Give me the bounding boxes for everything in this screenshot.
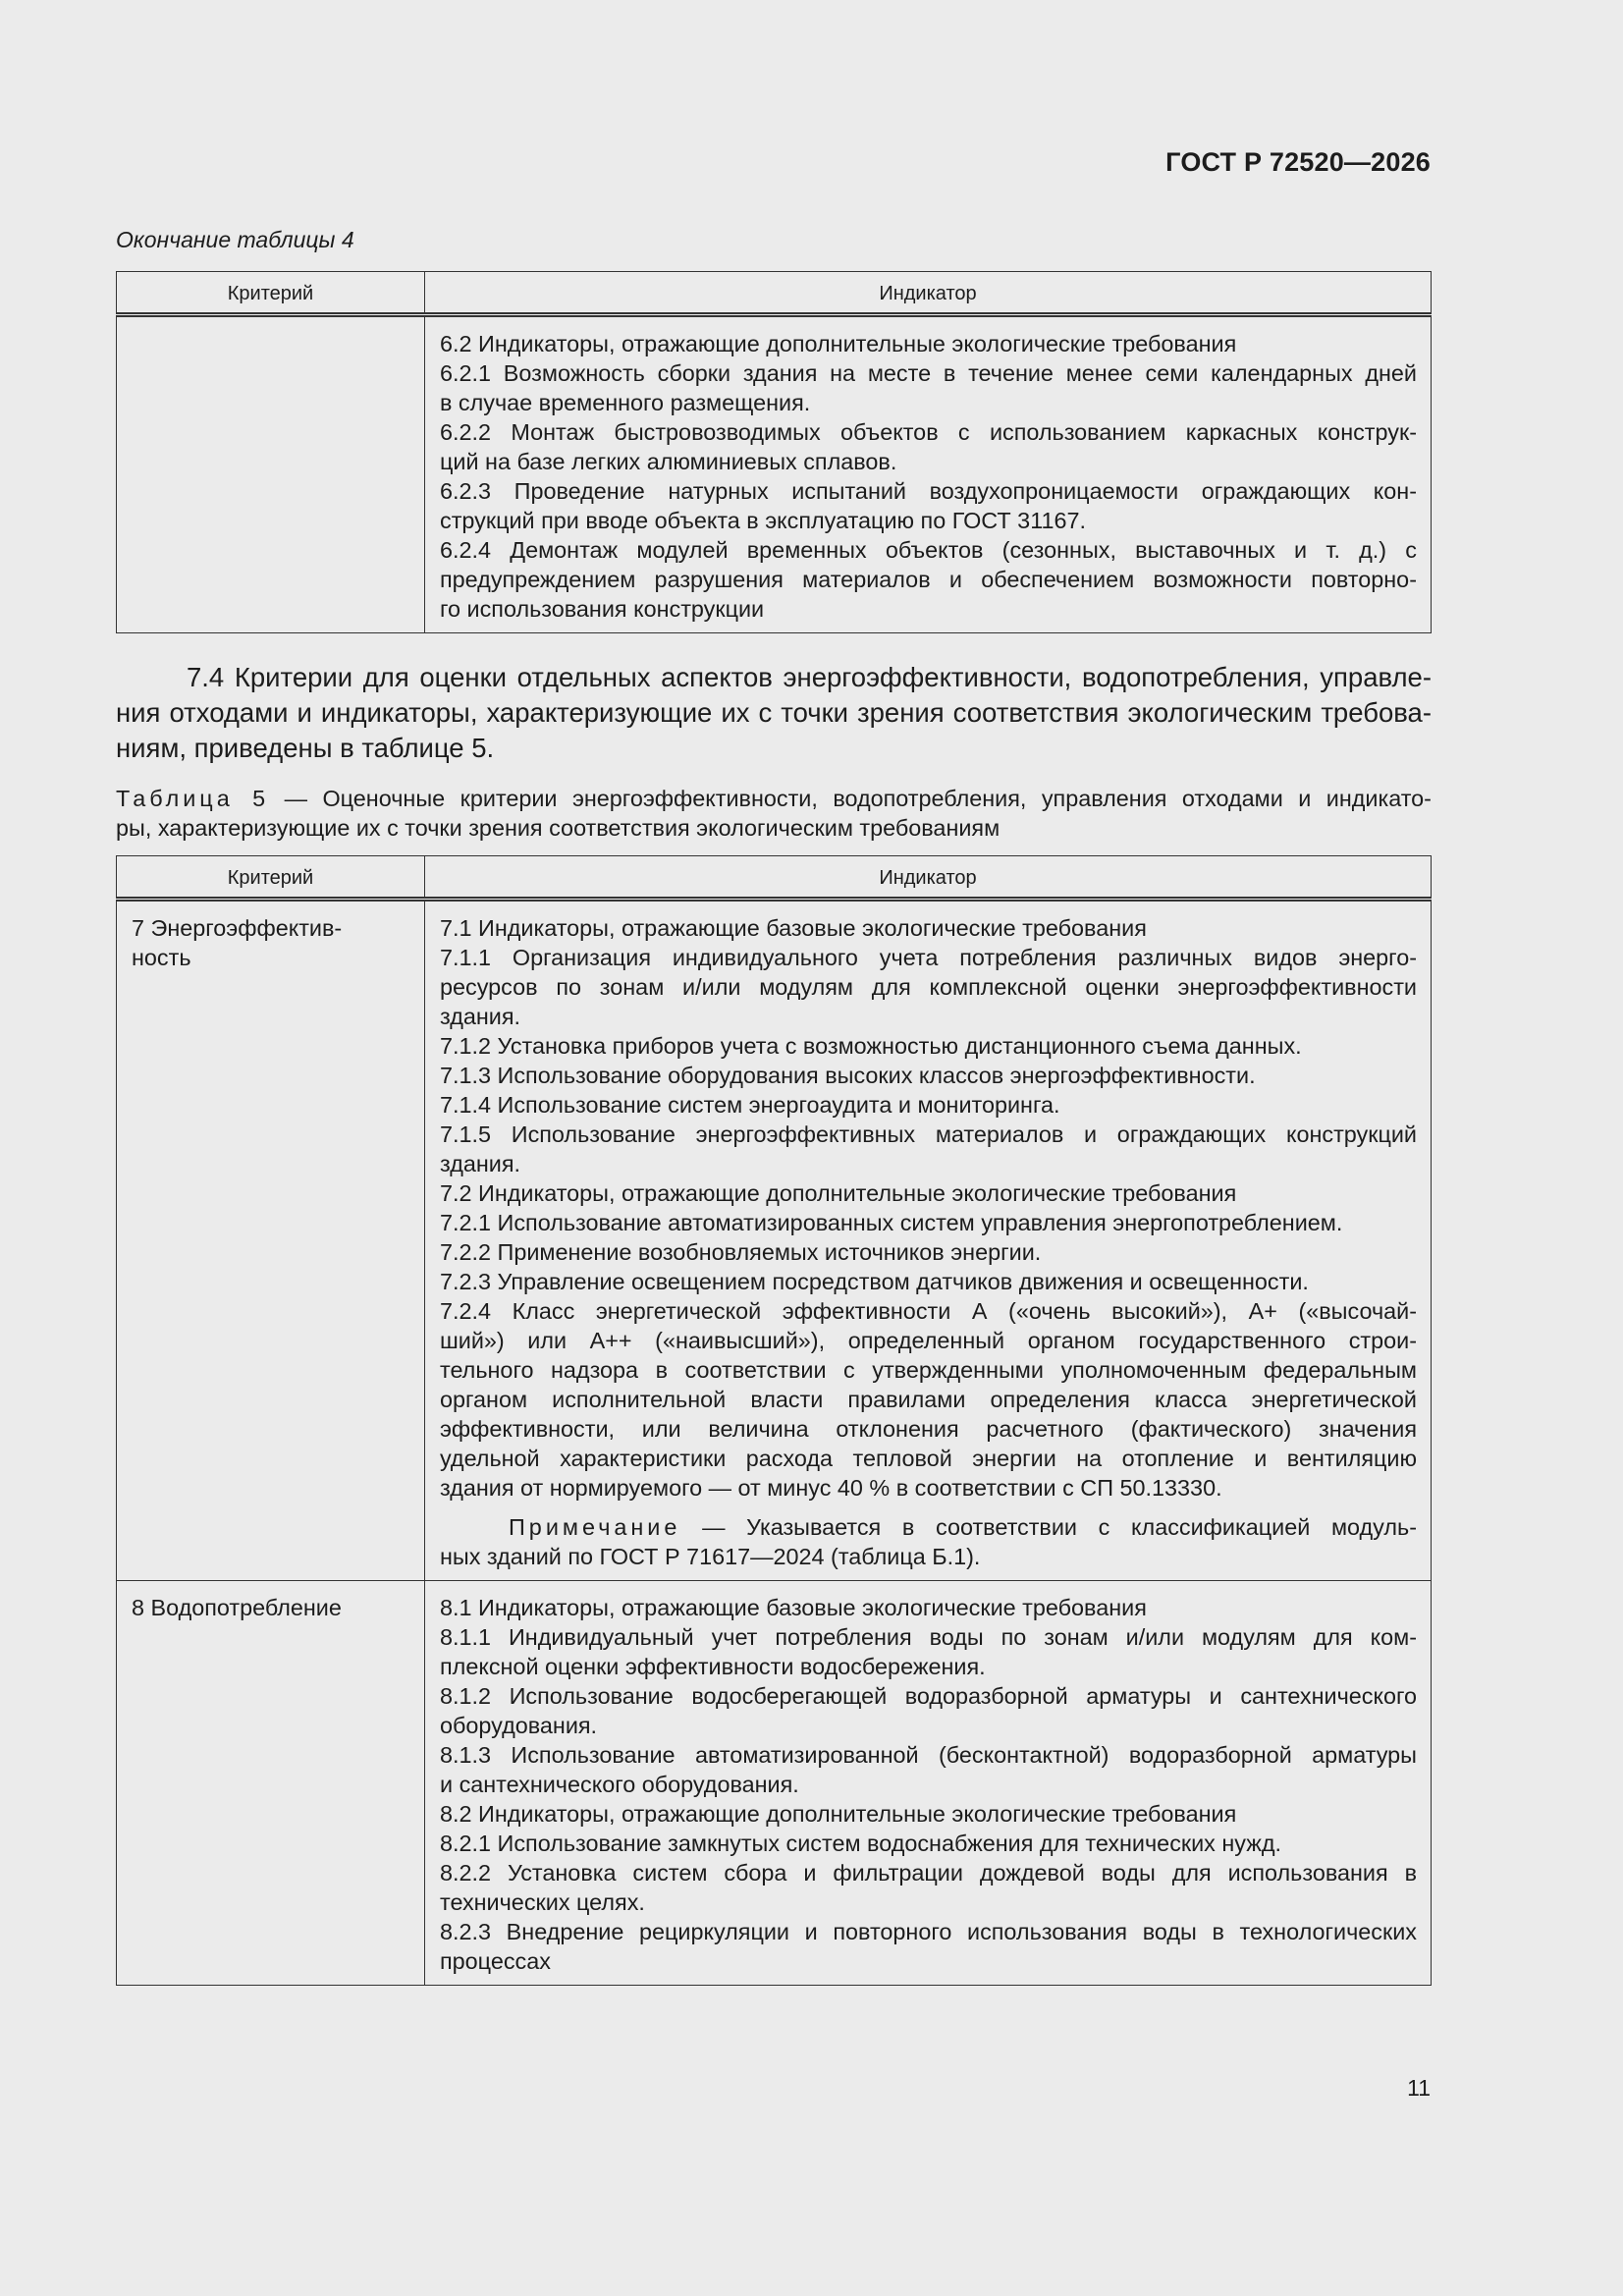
- indicator-line: процессах: [440, 1948, 551, 1974]
- indicator-line: го использования конструкции: [440, 596, 765, 622]
- indicator-line: 7.1.4 Использование систем энергоаудита и мониторинга.: [440, 1092, 1060, 1118]
- indicator-cell: [425, 315, 1432, 633]
- note-line: ных зданий по ГОСТ Р 71617—2024 (таблица Б.1).: [440, 1544, 981, 1569]
- table-row: [117, 1581, 1432, 1986]
- indicator-line: 7.1.5 Использование энергоэффективных материалов и ограждающих конструкций: [440, 1121, 1417, 1147]
- note-label: Примечание: [509, 1514, 681, 1540]
- document-code: ГОСТ Р 72520—2026: [1165, 147, 1431, 177]
- indicator-line: 7.2.3 Управление освещением посредством датчиков движения и освещенности.: [440, 1269, 1309, 1294]
- table4-header-indicator: Индикатор: [425, 272, 1432, 315]
- criterion-line: 8 Водопотребление: [132, 1595, 342, 1620]
- indicator-line: 7.2.4 Класс энергетической эффективности А («очень высокий»), А+ («высочай-: [440, 1298, 1417, 1324]
- criterion-line: 7 Энергоэффектив-: [132, 915, 343, 941]
- indicator-line: 6.2 Индикаторы, отражающие дополнительные экологические требования: [440, 331, 1237, 356]
- indicator-line: и сантехнического оборудования.: [440, 1772, 799, 1797]
- indicator-line: тельного надзора в соответствии с утвержденными уполномоченным федеральным: [440, 1357, 1417, 1383]
- section-7-4-paragraph: [116, 660, 1432, 766]
- indicator-line: 6.2.4 Демонтаж модулей временных объектов (сезонных, выставочных и т. д.) с: [440, 537, 1417, 563]
- indicator-line: технических целях.: [440, 1889, 645, 1915]
- indicator-line: 6.2.3 Проведение натурных испытаний воздухопроницаемости ограждающих кон-: [440, 478, 1417, 504]
- table-4-continuation: [116, 271, 1432, 633]
- paragraph-line: 7.4 Критерии для оценки отдельных аспектов энергоэффективности, водопотребления, управле-: [187, 662, 1432, 692]
- paragraph-line: ния отходами и индикаторы, характеризующие их с точки зрения соответствия экологическим требова-: [116, 697, 1432, 728]
- indicator-line: 8.1.3 Использование автоматизированной (бесконтактной) водоразборной арматуры: [440, 1742, 1417, 1768]
- note-text: — Указывается в соответствии с классификацией модуль-: [680, 1514, 1417, 1540]
- indicator-line: 8.1 Индикаторы, отражающие базовые экологические требования: [440, 1595, 1147, 1620]
- indicator-line: удельной характеристики расхода тепловой энергии на отопление и вентиляцию: [440, 1446, 1417, 1471]
- indicator-line: 8.2 Индикаторы, отражающие дополнительные экологические требования: [440, 1801, 1237, 1827]
- table5-label: Таблица 5: [116, 786, 270, 811]
- note: [440, 1512, 1417, 1571]
- indicator-line: 7.1.3 Использование оборудования высоких классов энергоэффективности.: [440, 1063, 1256, 1088]
- indicator-line: ресурсов по зонам и/или модулям для комплексной оценки энергоэффективности: [440, 974, 1417, 1000]
- indicator-line: органом исполнительной власти правилами определения класса энергетической: [440, 1387, 1417, 1412]
- indicator-line: 8.2.3 Внедрение рециркуляции и повторного использования воды в технологических: [440, 1919, 1417, 1944]
- paragraph-line: ниям, приведены в таблице 5.: [116, 733, 495, 763]
- table-row: [117, 315, 1432, 633]
- indicator-line: ций на базе легких алюминиевых сплавов.: [440, 449, 897, 474]
- indicator-line: ший») или А++ («наивысший»), определенный органом государственного строи-: [440, 1328, 1417, 1353]
- criterion-line: ность: [132, 945, 191, 970]
- indicator-line: 8.1.1 Индивидуальный учет потребления воды по зонам и/или модулям для ком-: [440, 1624, 1417, 1650]
- indicator-line: 7.2 Индикаторы, отражающие дополнительные экологические требования: [440, 1180, 1237, 1206]
- note-line: [440, 1512, 1417, 1542]
- criterion-cell: [117, 1581, 425, 1986]
- criterion-cell: [117, 900, 425, 1581]
- indicator-line: 8.2.1 Использование замкнутых систем водоснабжения для технических нужд.: [440, 1831, 1282, 1856]
- indicator-line: 7.1.2 Установка приборов учета с возможностью дистанционного съема данных.: [440, 1033, 1302, 1059]
- indicator-line: плексной оценки эффективности водосбережения.: [440, 1654, 986, 1679]
- caption-text: — Оценочные критерии энергоэффективности, водопотребления, управления отходами и индикато-: [269, 786, 1432, 811]
- table-row: [117, 900, 1432, 1581]
- indicator-line: в случае временного размещения.: [440, 390, 811, 415]
- indicator-line: здания.: [440, 1151, 521, 1176]
- indicator-line: струкций при вводе объекта в эксплуатацию по ГОСТ 31167.: [440, 508, 1086, 533]
- indicator-cell: [425, 900, 1432, 1581]
- table5-caption: [116, 784, 1432, 843]
- table4-continuation-caption: Окончание таблицы 4: [116, 227, 354, 252]
- indicator-line: здания.: [440, 1004, 521, 1029]
- table5-header-criterion: Критерий: [117, 856, 425, 900]
- indicator-line: 6.2.1 Возможность сборки здания на месте в течение менее семи календарных дней: [440, 360, 1417, 386]
- indicator-line: 7.1 Индикаторы, отражающие базовые экологические требования: [440, 915, 1147, 941]
- page-number: 11: [1407, 2075, 1431, 2101]
- indicator-cell: [425, 1581, 1432, 1986]
- indicator-line: 8.2.2 Установка систем сбора и фильтрации дождевой воды для использования в: [440, 1860, 1417, 1886]
- indicator-line: 7.2.2 Применение возобновляемых источников энергии.: [440, 1239, 1042, 1265]
- indicator-line: 7.1.1 Организация индивидуального учета потребления различных видов энерго-: [440, 945, 1417, 970]
- caption-line: ры, характеризующие их с точки зрения соответствия экологическим требованиям: [116, 815, 1001, 841]
- indicator-line: 7.2.1 Использование автоматизированных систем управления энергопотреблением.: [440, 1210, 1343, 1235]
- table5-header-indicator: Индикатор: [425, 856, 1432, 900]
- indicator-line: предупреждением разрушения материалов и обеспечением возможности повторно-: [440, 567, 1417, 592]
- table-5: [116, 855, 1432, 1986]
- table4-header-criterion: Критерий: [117, 272, 425, 315]
- indicator-line: 8.1.2 Использование водосберегающей водоразборной арматуры и сантехнического: [440, 1683, 1417, 1709]
- criterion-cell: [117, 315, 425, 633]
- indicator-line: эффективности, или величина отклонения расчетного (фактического) значения: [440, 1416, 1417, 1442]
- indicator-line: оборудования.: [440, 1713, 598, 1738]
- indicator-line: 6.2.2 Монтаж быстровозводимых объектов с использованием каркасных конструк-: [440, 419, 1417, 445]
- indicator-line: здания от нормируемого — от минус 40 % в соответствии с СП 50.13330.: [440, 1475, 1222, 1501]
- caption-line: [116, 784, 1432, 813]
